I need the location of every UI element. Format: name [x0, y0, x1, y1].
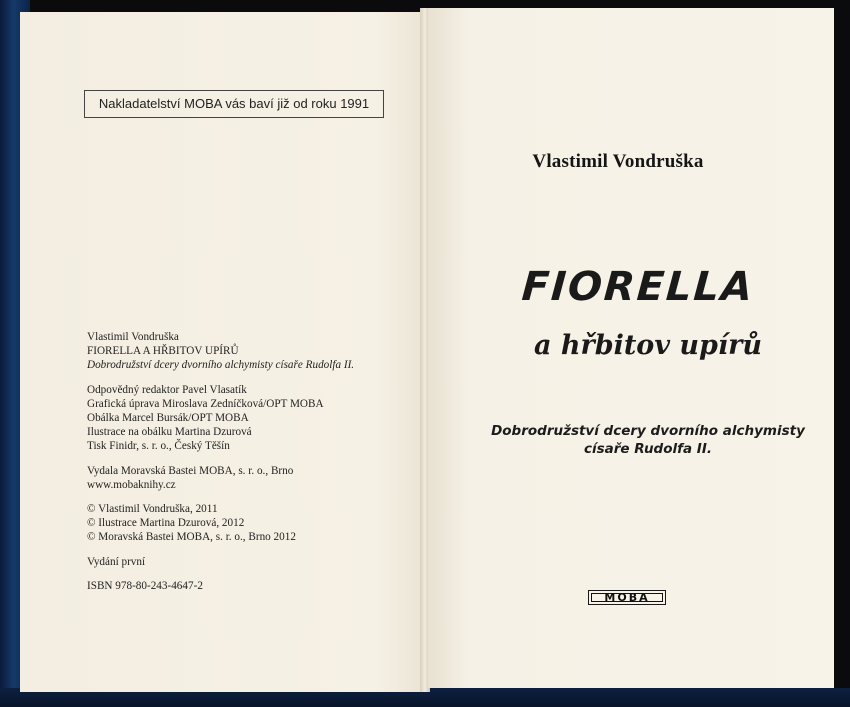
imprint-series: Dobrodružství dcery dvorního alchymisty císaře Rudolfa II. [87, 359, 355, 372]
imprint-editor: Odpovědný redaktor Pavel Vlasatík [87, 383, 247, 396]
imprint-graphics: Grafická úprava Miroslava Zedníčková/OPT MOBA [87, 397, 324, 410]
imprint-title: FIORELLA A HŘBITOV UPÍRŮ [87, 345, 239, 358]
right-page [428, 8, 834, 688]
publisher-logo: MOBA [588, 590, 666, 605]
left-page [20, 12, 424, 692]
book-subtitle [468, 422, 828, 458]
book-title: FIORELLA [520, 264, 756, 310]
imprint-isbn: ISBN 978-80-243-4647-2 [87, 579, 203, 592]
subtitle-line-1: Dobrodružství dcery dvorního alchymisty [491, 423, 805, 439]
imprint-cover: Obálka Marcel Bursák/OPT MOBA [87, 412, 249, 425]
imprint-block [87, 330, 427, 593]
imprint-website: www.mobaknihy.cz [87, 478, 176, 491]
publisher-note: Nakladatelství MOBA vás baví již od roku 1991 [84, 90, 384, 118]
imprint-edition: Vydání první [87, 555, 146, 568]
imprint-print: Tisk Finidr, s. r. o., Český Těšín [87, 440, 230, 453]
copyright-author: © Vlastimil Vondruška, 2011 [87, 503, 218, 516]
imprint-issued-by: Vydala Moravská Bastei MOBA, s. r. o., Brno [87, 464, 294, 477]
book-title-sub: a hřbitov upírů [533, 330, 763, 361]
copyright-publisher: © Moravská Bastei MOBA, s. r. o., Brno 2012 [87, 531, 296, 544]
imprint-illustration: Ilustrace na obálku Martina Dzurová [87, 426, 252, 439]
subtitle-line-2: císaře Rudolfa II. [584, 441, 712, 457]
imprint-author: Vlastimil Vondruška [87, 331, 179, 343]
copyright-illustration: © Ilustrace Martina Dzurová, 2012 [87, 517, 245, 530]
title-page-author: Vlastimil Vondruška [532, 151, 704, 172]
